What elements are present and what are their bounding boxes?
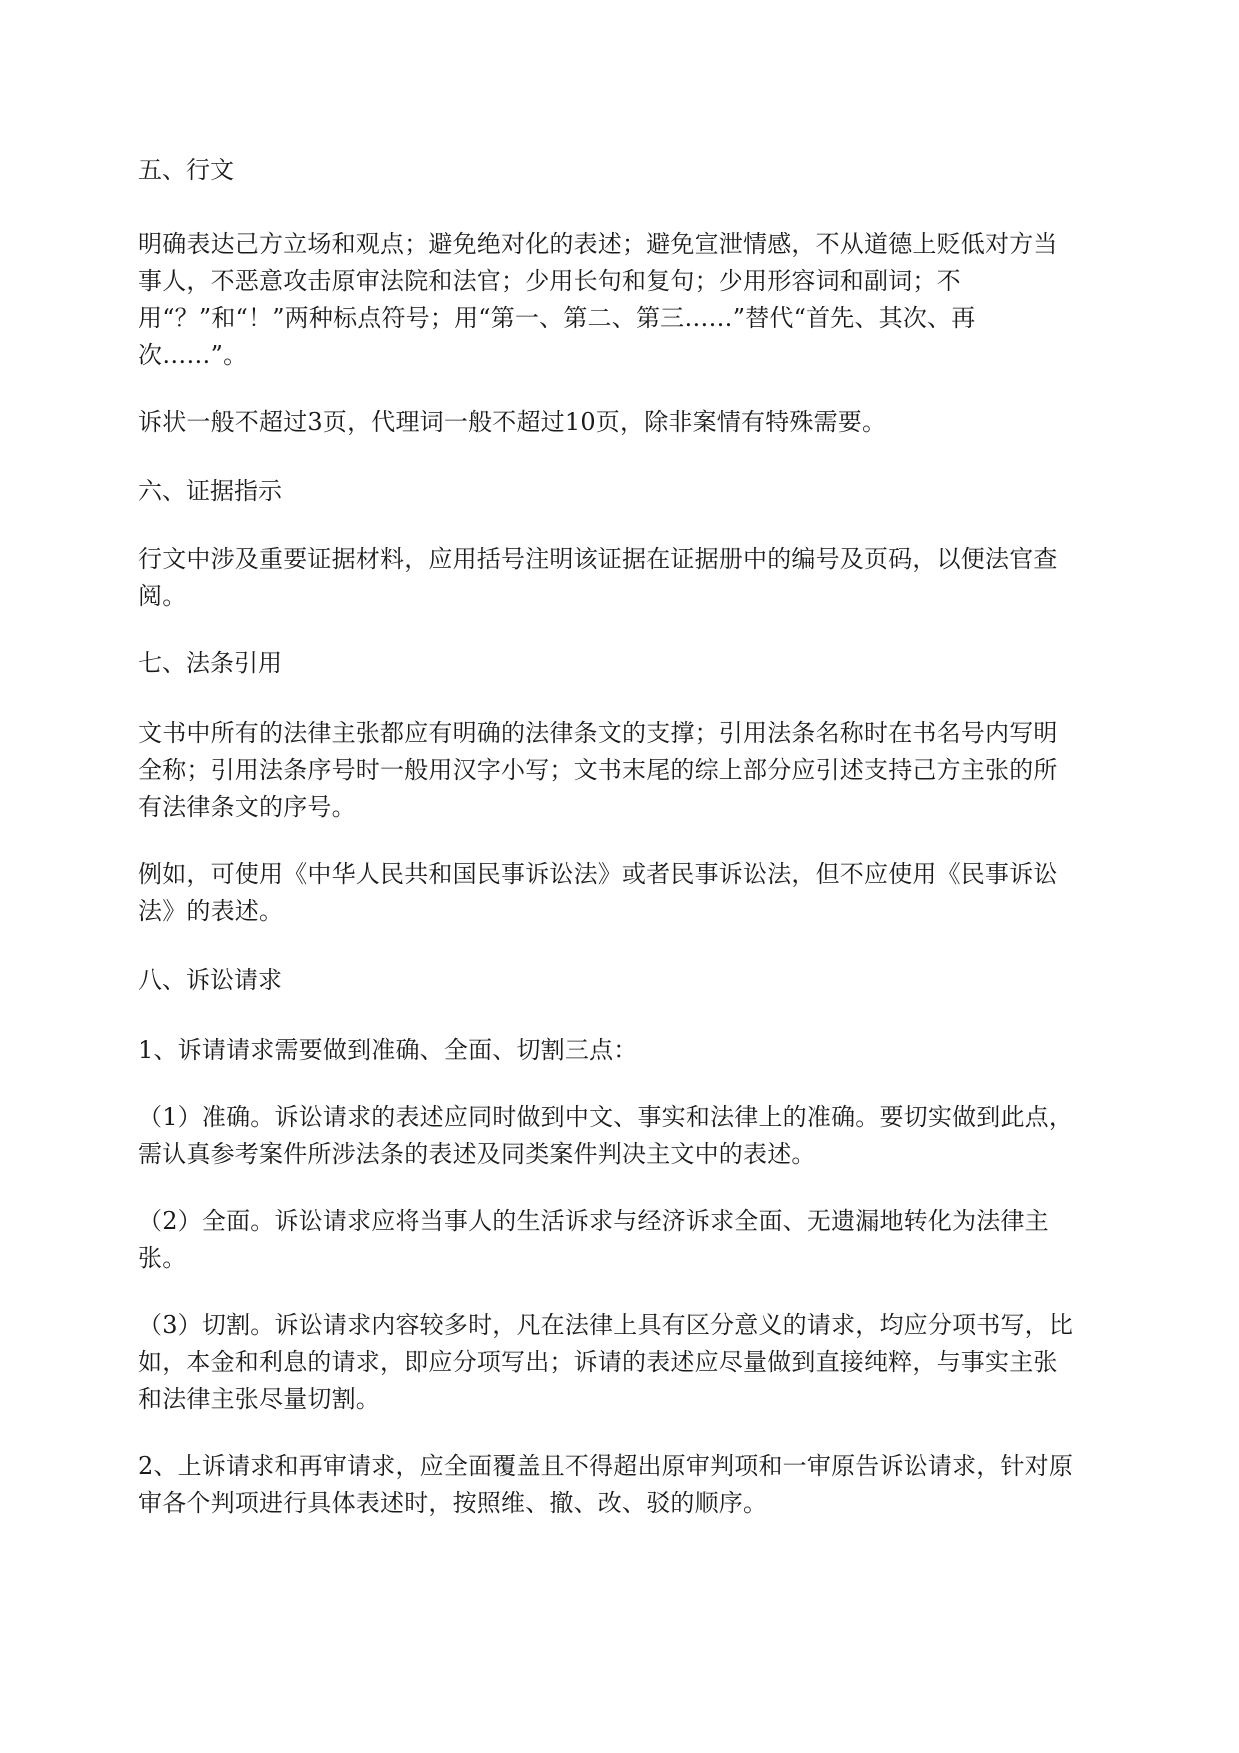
section-heading-6: 六、证据指示 xyxy=(138,477,282,505)
text-line: 明确表达己方立场和观点；避免绝对化的表述；避免宣泄情感，不从道德上贬低对方当 xyxy=(138,230,1058,258)
text-line: 审各个判项进行具体表述时，按照维、撤、改、驳的顺序。 xyxy=(138,1489,768,1517)
text-line: 如，本金和利息的请求，即应分项写出；诉请的表述应尽量做到直接纯粹，与事实主张 xyxy=(138,1348,1058,1376)
paragraph-claims-intro xyxy=(138,1032,1104,1069)
text-line: （2）全面。诉讼请求应将当事人的生活诉求与经济诉求全面、无遗漏地转化为法律主 xyxy=(138,1207,1049,1235)
text-line: 次……”。 xyxy=(138,341,248,369)
text-line: 用“？”和“！”两种标点符号；用“第一、第二、第三……”替代“首先、其次、再 xyxy=(138,304,976,332)
text-line: 行文中涉及重要证据材料，应用括号注明该证据在证据册中的编号及页码，以便法官查 xyxy=(138,545,1058,573)
paragraph-appeal-claims xyxy=(138,1448,1104,1522)
text-line: 需认真参考案件所涉法条的表述及同类案件判决主文中的表述。 xyxy=(138,1140,816,1168)
paragraph-claims-complete xyxy=(138,1203,1104,1277)
section-heading-5: 五、行文 xyxy=(138,156,234,184)
paragraph-writing-style xyxy=(138,226,1104,374)
text-line: 阅。 xyxy=(138,582,187,610)
paragraph-citation-example xyxy=(138,856,1104,930)
paragraph-citation xyxy=(138,715,1104,826)
section-heading-7: 七、法条引用 xyxy=(138,649,282,677)
text-line: （1）准确。诉讼请求的表述应同时做到中文、事实和法律上的准确。要切实做到此点， xyxy=(138,1103,1074,1131)
text-line: （3）切割。诉讼请求内容较多时，凡在法律上具有区分意义的请求，均应分项书写，比 xyxy=(138,1311,1074,1339)
text-line: 和法律主张尽量切割。 xyxy=(138,1385,380,1413)
text-line: 文书中所有的法律主张都应有明确的法律条文的支撑；引用法条名称时在书名号内写明 xyxy=(138,719,1058,747)
paragraph-evidence xyxy=(138,541,1104,615)
paragraph-claims-accurate xyxy=(138,1099,1104,1173)
text-line: 张。 xyxy=(138,1244,187,1272)
text-line: 诉状一般不超过3页，代理词一般不超过10页，除非案情有特殊需要。 xyxy=(138,408,887,436)
text-line: 全称；引用法条序号时一般用汉字小写；文书末尾的综上部分应引述支持己方主张的所 xyxy=(138,756,1058,784)
text-line: 2、上诉请求和再审请求，应全面覆盖且不得超出原审判项和一审原告诉讼请求，针对原 xyxy=(138,1452,1074,1480)
section-heading-8: 八、诉讼请求 xyxy=(138,966,282,994)
text-line: 法》的表述。 xyxy=(138,897,284,925)
text-line: 事人，不恶意攻击原审法院和法官；少用长句和复句；少用形容词和副词；不 xyxy=(138,267,961,295)
paragraph-page-limit xyxy=(138,404,1104,441)
document-page xyxy=(138,150,1104,1522)
text-line: 例如，可使用《中华人民共和国民事诉讼法》或者民事诉讼法，但不应使用《民事诉讼 xyxy=(138,860,1058,888)
paragraph-claims-split xyxy=(138,1307,1104,1418)
text-line: 有法律条文的序号。 xyxy=(138,793,356,821)
text-line: 1、诉请请求需要做到准确、全面、切割三点： xyxy=(138,1036,638,1064)
